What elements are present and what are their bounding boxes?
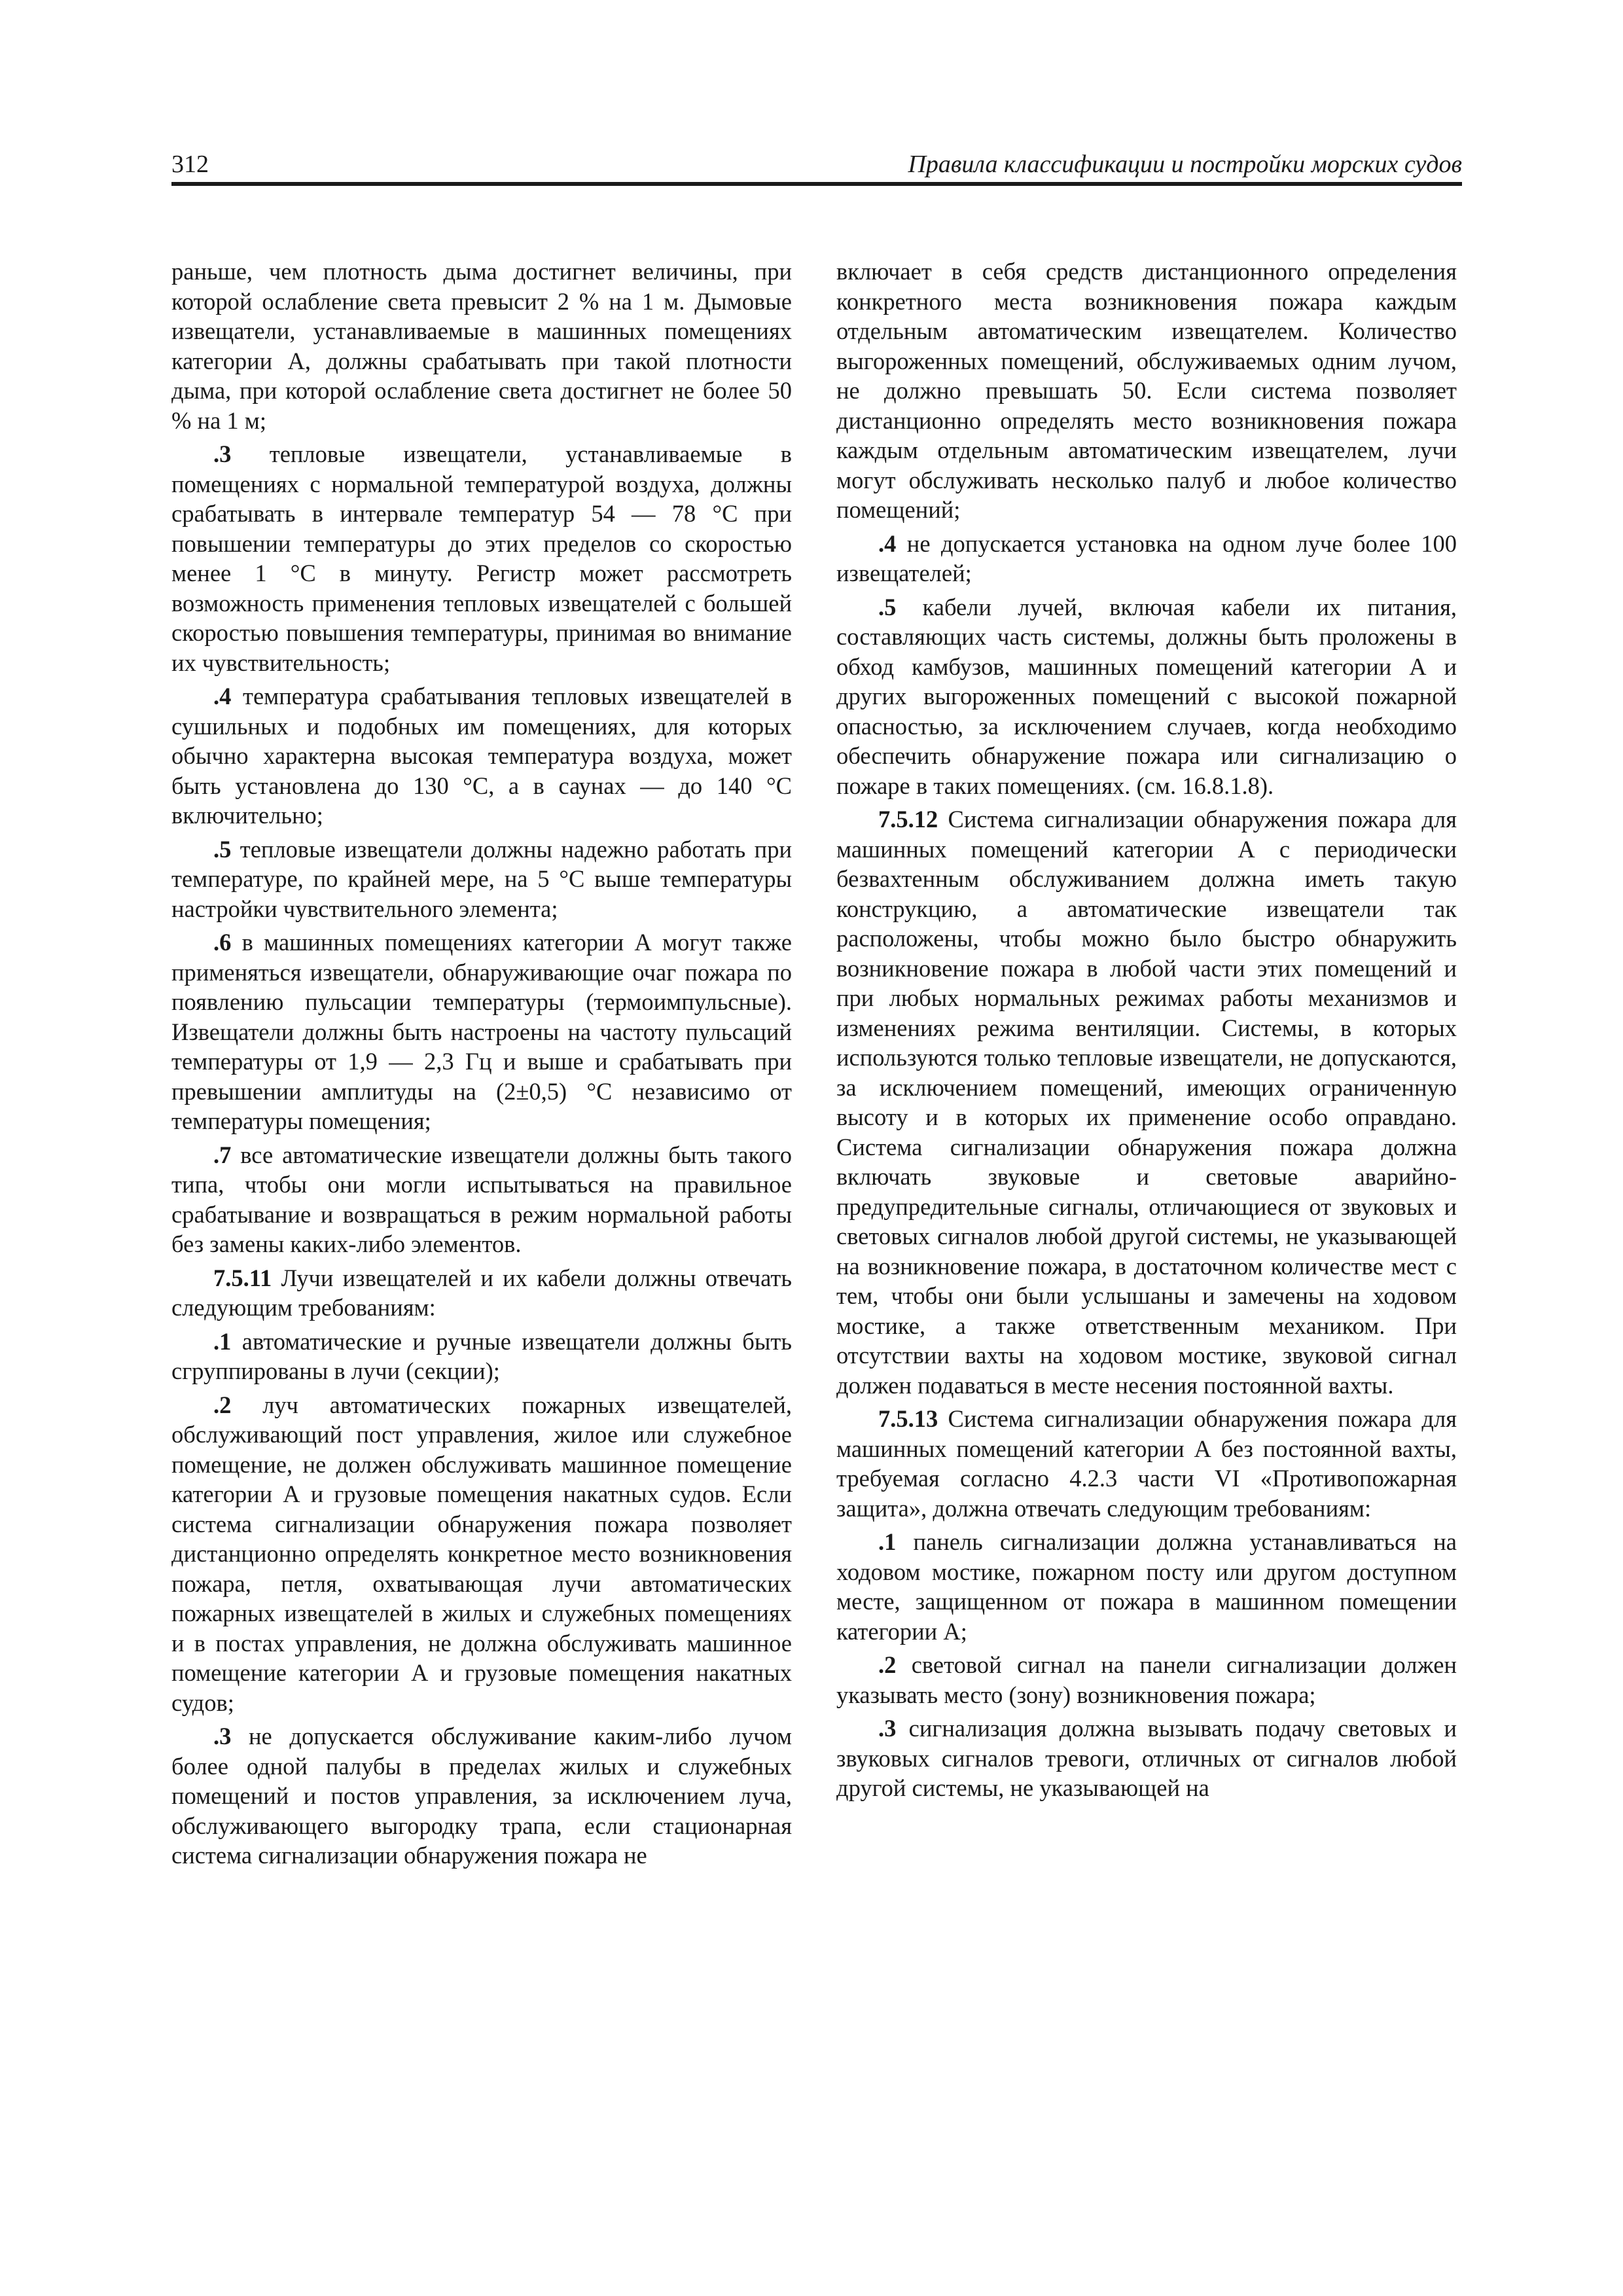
page-header bbox=[171, 145, 1462, 186]
paragraph: .2 световой сигнал на панели сигнализации должен указывать место (зону) возникновения пожара; bbox=[836, 1651, 1457, 1708]
right-column bbox=[836, 257, 1457, 1803]
paragraph: .3 тепловые извещатели, устанавливаемые в помещениях с нормальной температурой воздуха, должны срабатывать в интервале температур 54 — 78 °С при повышении температуры до этих пределов со скоростью менее 1 °С в минуту. Регистр может рассмотреть возможность применения тепловых извещателей с большей скоростью повышения температуры, принимая во внимание их чувствительность; bbox=[171, 440, 792, 676]
paragraph: .7 все автоматические извещатели должны быть такого типа, чтобы они могли испытываться на правильное срабатывание и возвращаться в режим нормальной работы без замены каких-либо элементов. bbox=[171, 1141, 792, 1257]
paragraph: включает в себя средств дистанционного определения конкретного места возникновения пожара каждым отдельным автоматическим извещателем. Количество выгороженных помещений, обслуживаемых одним лучом, не должно превышать 50. Если система позволяет дистанционно определять место возникновения пожара каждым отдельным автоматическим извещателем, лучи могут обслуживать несколько палуб и любое количество помещений; bbox=[836, 258, 1457, 523]
section-paragraph: 7.5.13 Система сигнализации обнаружения пожара для машинных помещений категории А без постоянной вахты, требуемая согласно 4.2.3 части VI «Противопожарная защита», должна отвечать следующим требованиям: bbox=[836, 1405, 1457, 1522]
paragraph: .1 панель сигнализации должна устанавливаться на ходовом мостике, пожарном посту или другом доступном месте, защищенном от пожара в машинном помещении категории А; bbox=[836, 1528, 1457, 1645]
running-title: Правила классификации и постройки морских судов bbox=[908, 151, 1462, 178]
paragraph: .2 луч автоматических пожарных извещателей, обслуживающий пост управления, жилое или служебное помещение, не должен обслуживать машинное помещение категории А и грузовые помещения накатных судов. Если система сигнализации обнаружения пожара позволяет дистанционно определять конкретное место возникновения пожара, петля, охватывающая лучи автоматических пожарных извещателей в жилых и служебных помещениях и в постах управления, не должна обслуживать машинное помещение категории А и грузовые помещения накатных судов; bbox=[171, 1391, 792, 1716]
paragraph: .5 кабели лучей, включая кабели их питания, составляющих часть системы, должны быть проложены в обход камбузов, машинных помещений категории А и других выгороженных помещений с высокой пожарной опасностью, за исключением случаев, когда необходимо обеспечить обнаружение пожара или сигнализацию о пожаре в таких помещениях. (см. 16.8.1.8). bbox=[836, 593, 1457, 799]
section-paragraph: 7.5.11 Лучи извещателей и их кабели должны отвечать следующим требованиям: bbox=[171, 1264, 792, 1321]
paragraph: .4 температура срабатывания тепловых извещателей в сушильных и подобных им помещениях, для которых обычно характерна высокая температура воздуха, может быть установлена до 130 °С, а в саунах — до 140 °С включительно; bbox=[171, 683, 792, 829]
page-number: 312 bbox=[171, 151, 209, 178]
paragraph: .4 не допускается установка на одном луче более 100 извещателей; bbox=[836, 529, 1457, 586]
section-paragraph: 7.5.12 Система сигнализации обнаружения пожара для машинных помещений категории А с периодически безвахтенным обслуживанием должна иметь такую конструкцию, а автоматические извещатели так расположены, чтобы можно было быстро обнаружить возникновение пожара в любой части этих помещений и при любых нормальных режимах работы механизмов и изменениях режима вентиляции. Системы, в которых используются только тепловые извещатели, не допускаются, за исключением помещений, имеющих ограниченную высоту и в которых их применение особо оправдано. Система сигнализации обнаружения пожара должна включать звуковые и световые аварийно-предупредительные сигналы, отличающиеся от звуковых и световых сигналов любой другой системы, не указывающей на возникновение пожара, в достаточном количестве мест с тем, чтобы они были услышаны и замечены на ходовом мостике, а также ответственным механиком. При отсутствии вахты на ходовом мостике, звуковой сигнал должен подаваться в месте несения постоянной вахты. bbox=[836, 806, 1457, 1399]
paragraph: .1 автоматические и ручные извещатели должны быть сгруппированы в лучи (секции); bbox=[171, 1327, 792, 1384]
left-column bbox=[171, 257, 792, 1871]
paragraph: .3 не допускается обслуживание каким-либо лучом более одной палубы в пределах жилых и служебных помещений и постов управления, за исключением луча, обслуживающего выгородку трапа, если стационарная система сигнализации обнаружения пожара не bbox=[171, 1723, 792, 1869]
paragraph: .6 в машинных помещениях категории А могут также применяться извещатели, обнаруживающие очаг пожара по появлению пульсации температуры (термоимпульсные). Извещатели должны быть настроены на частоту пульсаций температуры от 1,9 — 2,3 Гц и выше и срабатывать при превышении амплитуды на (2±0,5) °С независимо от температуры помещения; bbox=[171, 929, 792, 1134]
paragraph: .3 сигнализация должна вызывать подачу световых и звуковых сигналов тревоги, отличных от сигналов любой другой системы, не указывающей на bbox=[836, 1715, 1457, 1801]
paragraph: раньше, чем плотность дыма достигнет величины, при которой ослабление света превысит 2 % на 1 м. Дымовые извещатели, устанавливаемые в машинных помещениях категории А, должны срабатывать при такой плотности дыма, при которой ослабление света достигнет не более 50 % на 1 м; bbox=[171, 258, 792, 434]
paragraph: .5 тепловые извещатели должны надежно работать при температуре, по крайней мере, на 5 °С выше температуры настройки чувствительного элемента; bbox=[171, 835, 792, 922]
